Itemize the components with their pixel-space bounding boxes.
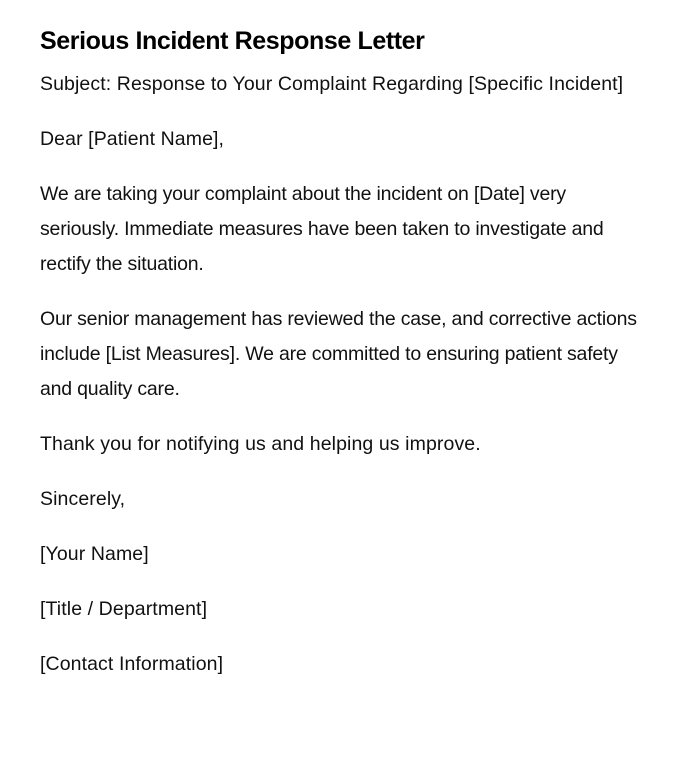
salutation: Dear [Patient Name], <box>40 128 225 150</box>
body-paragraph-1: We are taking your complaint about the incident on [Date] very seriously. Immediate measures have been taken to investigate and rectify the situation. <box>40 183 604 275</box>
body-paragraph-2: Our senior management has reviewed the case, and corrective actions include [List Measures]. We are committed to ensuring patient safety and quality care. <box>40 308 637 400</box>
body-paragraph-3: Thank you for notifying us and helping us improve. <box>40 433 481 455</box>
closing: Sincerely, <box>40 488 126 510</box>
signature-title: [Title / Department] <box>40 598 208 620</box>
document-title: Serious Incident Response Letter <box>40 27 425 55</box>
subject-line: Subject: Response to Your Complaint Regarding [Specific Incident] <box>40 73 624 95</box>
signature-contact: [Contact Information] <box>40 653 224 675</box>
signature-name: [Your Name] <box>40 543 149 565</box>
